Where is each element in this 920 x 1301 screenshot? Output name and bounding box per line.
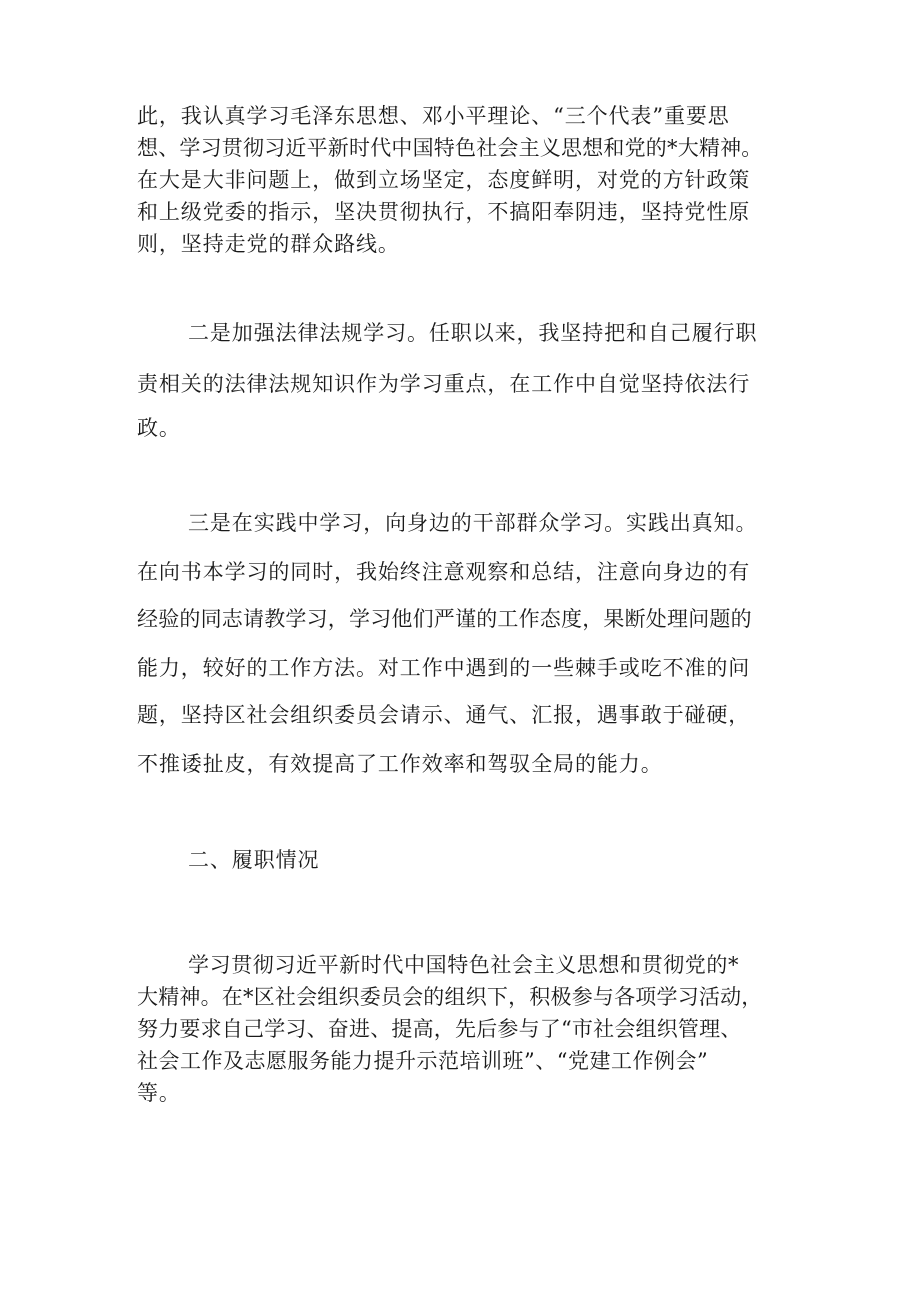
paragraph-1-line-5: 则，坚持走党的群众路线。 (137, 232, 400, 256)
paragraph-2-line-2: 责相关的法律法规知识作为学习重点，在工作中自觉坚持依法行 (137, 372, 751, 396)
paragraph-2-line-3: 政。 (137, 416, 181, 440)
paragraph-4-line-4: 社会工作及志愿服务能力提升示范培训班”、“党建工作例会” (137, 1049, 709, 1073)
paragraph-3-line-3: 经验的同志请教学习，学习他们严谨的工作态度，果断处理问题的 (137, 607, 752, 631)
paragraph-3-line-4: 能力，较好的工作方法。对工作中遇到的一些棘手或吃不准的问 (137, 656, 751, 680)
paragraph-4-line-5: 等。 (137, 1081, 181, 1105)
paragraph-3-line-6: 不推诿扯皮，有效提高了工作效率和驾驭全局的能力。 (137, 752, 663, 776)
paragraph-3-line-1: 三是在实践中学习，向身边的干部群众学习。实践出真知。 (188, 511, 758, 535)
paragraph-4-line-2: 大精神。在*区社会组织委员会的组织下，积极参与各项学习活动， (137, 985, 763, 1009)
paragraph-1-line-1: 此，我认真学习毛泽东思想、邓小平理论、“三个代表”重要思 (137, 104, 730, 128)
paragraph-3-line-5: 题，坚持区社会组织委员会请示、通气、汇报，遇事敢于碰硬， (137, 703, 751, 727)
paragraph-3-line-2: 在向书本学习的同时，我始终注意观察和总结，注意向身边的有 (137, 560, 751, 584)
paragraph-1-line-4: 和上级党委的指示，坚决贯彻执行，不搞阳奉阴违，坚持党性原 (137, 200, 751, 224)
paragraph-2-line-1: 二是加强法律法规学习。任职以来，我坚持把和自己履行职 (188, 321, 758, 345)
paragraph-4-line-1: 学习贯彻习近平新时代中国特色社会主义思想和贯彻党的* (188, 953, 740, 977)
paragraph-4-line-3: 努力要求自己学习、奋进、提高，先后参与了“市社会组织管理、 (137, 1017, 742, 1041)
paragraph-1-line-2: 想、学习贯彻习近平新时代中国特色社会主义思想和党的*大精神。 (137, 136, 763, 160)
paragraph-1-line-3: 在大是大非问题上，做到立场坚定，态度鲜明，对党的方针政策 (137, 168, 751, 192)
section-heading: 二、履职情况 (188, 848, 320, 872)
